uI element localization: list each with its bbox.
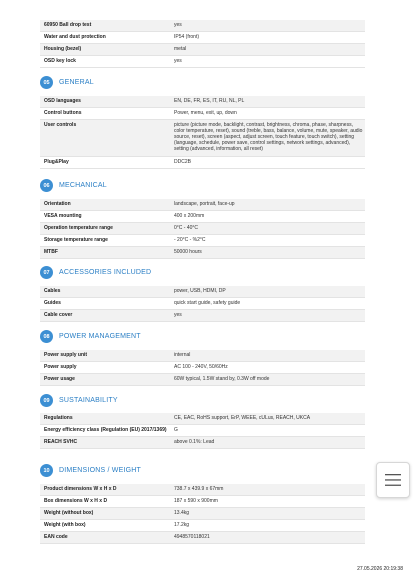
section-title: DIMENSIONS / WEIGHT: [59, 467, 141, 474]
spec-label: 60950 Ball drop test: [44, 22, 92, 28]
spec-value: yes: [174, 58, 182, 64]
spec-row: [40, 20, 365, 32]
hamburger-icon: [385, 474, 401, 486]
section-header-mechanical: [40, 179, 107, 192]
spec-table-dimensions: [40, 484, 365, 544]
spec-row: [40, 32, 365, 44]
spec-row: [40, 374, 365, 386]
spec-row: [40, 298, 365, 310]
spec-label: VESA mounting: [44, 213, 82, 219]
spec-table-power: [40, 350, 365, 386]
spec-label: Cable cover: [44, 312, 73, 318]
spec-label: Guides: [44, 300, 61, 306]
spec-label: User controls: [44, 122, 77, 128]
spec-label: Control buttons: [44, 110, 82, 116]
section-number-badge: 07: [40, 266, 53, 279]
spec-label: Power usage: [44, 376, 75, 382]
spec-row: [40, 520, 365, 532]
spec-label: Water and dust protection: [44, 34, 106, 40]
spec-value: IP54 (front): [174, 34, 200, 40]
spec-row: [40, 247, 365, 259]
section-title: GENERAL: [59, 79, 94, 86]
section-number-badge: 05: [40, 76, 53, 89]
spec-row: [40, 157, 365, 169]
spec-row: [40, 199, 365, 211]
spec-value: Power, menu, exit, up, down: [174, 110, 237, 116]
spec-value: power, USB, HDMI, DP: [174, 288, 226, 294]
section-number-badge: 10: [40, 464, 53, 477]
spec-value: landscape, portrait, face-up: [174, 201, 235, 207]
section-header-power: [40, 330, 141, 343]
spec-value: metal: [174, 46, 187, 52]
spec-table-mechanical: [40, 199, 365, 259]
spec-table-accessories: [40, 286, 365, 322]
spec-row: [40, 413, 365, 425]
spec-row: [40, 508, 365, 520]
spec-row: [40, 120, 365, 157]
spec-row: [40, 350, 365, 362]
spec-value: yes: [174, 22, 182, 28]
section-header-general: [40, 76, 94, 89]
spec-row: [40, 96, 365, 108]
spec-row: [40, 310, 365, 322]
section-header-sustainability: [40, 394, 118, 407]
spec-row: [40, 425, 365, 437]
section-number-badge: 09: [40, 394, 53, 407]
spec-table-sustainability: [40, 413, 365, 449]
spec-label: Operation temperature range: [44, 225, 113, 231]
section-header-dimensions: [40, 464, 141, 477]
menu-button[interactable]: [376, 462, 410, 498]
spec-value: DDC2B: [174, 159, 191, 165]
spec-label: Product dimensions W x H x D: [44, 486, 117, 492]
spec-label: OSD languages: [44, 98, 81, 104]
section-number-badge: 06: [40, 179, 53, 192]
spec-value: above 0.1%: Lead: [174, 439, 215, 445]
spec-value: 738.7 x 439.9 x 67mm: [174, 486, 224, 492]
spec-label: Cables: [44, 288, 61, 294]
spec-label: Energy efficiency class (Regulation (EU) 2017/1369): [44, 427, 167, 433]
spec-value: 4948570118021: [174, 534, 210, 540]
spec-label: Orientation: [44, 201, 71, 207]
spec-value: - 20°C - %2°C: [174, 237, 206, 243]
spec-label: Weight (with box): [44, 522, 86, 528]
spec-value: CE, EAC, RoHS support, ErP, WEEE, cULus, REACH, UKCA: [174, 415, 311, 421]
print-timestamp: 27.05.2026 20:19:38: [357, 566, 403, 572]
spec-row: [40, 532, 365, 544]
spec-row: [40, 484, 365, 496]
spec-label: Storage temperature range: [44, 237, 108, 243]
spec-label: REACH SVHC: [44, 439, 78, 445]
spec-label: Box dimensions W x H x D: [44, 498, 108, 504]
spec-row: [40, 235, 365, 247]
spec-row: [40, 56, 365, 68]
spec-row: [40, 437, 365, 449]
spec-label: OSD key lock: [44, 58, 76, 64]
spec-label: Housing (bezel): [44, 46, 82, 52]
spec-label: Weight (without box): [44, 510, 94, 516]
spec-row: [40, 362, 365, 374]
spec-value: G: [174, 427, 178, 433]
spec-row: [40, 44, 365, 56]
spec-value: internal: [174, 352, 191, 358]
spec-table-general: [40, 96, 365, 169]
spec-label: MTBF: [44, 249, 58, 255]
section-title: ACCESSORIES INCLUDED: [59, 269, 152, 276]
spec-value: 17.2kg: [174, 522, 190, 528]
spec-value: EN, DE, FR, ES, IT, RU, NL, PL: [174, 98, 245, 104]
section-header-accessories: [40, 266, 151, 279]
spec-row: [40, 108, 365, 120]
spec-value: 400 x 200mm: [174, 213, 205, 219]
section-title: MECHANICAL: [59, 182, 107, 189]
section-title: SUSTAINABILITY: [59, 397, 118, 404]
spec-value: AC 100 - 240V, 50/60Hz: [174, 364, 228, 370]
spec-row: [40, 496, 365, 508]
spec-label: Power supply: [44, 364, 77, 370]
spec-value: 60W typical, 1.5W stand by, 0.3W off mode: [174, 376, 270, 382]
spec-label: EAN code: [44, 534, 68, 540]
spec-value: 50000 hours: [174, 249, 202, 255]
spec-label: Plug&Play: [44, 159, 69, 165]
spec-value: yes: [174, 312, 182, 318]
spec-value: 0°C - 40°C: [174, 225, 199, 231]
spec-row: [40, 223, 365, 235]
spec-table-continued: [40, 20, 365, 68]
spec-value: picture (picture mode, backlight, contrast, brightness, chroma, phase, sharpness, color temperature, reset), sound (treble, bass, balance, volume, mute, speaker, audio source, reset), screen (aspect, adjust screen, touch feature, touch switch), setting (language, schedule, power save, control settings, network settings, advanced), setting (advanced, information, all reset): [174, 122, 363, 152]
spec-label: Regulations: [44, 415, 73, 421]
spec-row: [40, 286, 365, 298]
spec-value: quick start guide, safety guide: [174, 300, 241, 306]
spec-row: [40, 211, 365, 223]
section-title: POWER MANAGEMENT: [59, 333, 141, 340]
spec-label: Power supply unit: [44, 352, 88, 358]
spec-value: 187 x 590 x 900mm: [174, 498, 218, 504]
section-number-badge: 08: [40, 330, 53, 343]
spec-value: 13.4kg: [174, 510, 190, 516]
